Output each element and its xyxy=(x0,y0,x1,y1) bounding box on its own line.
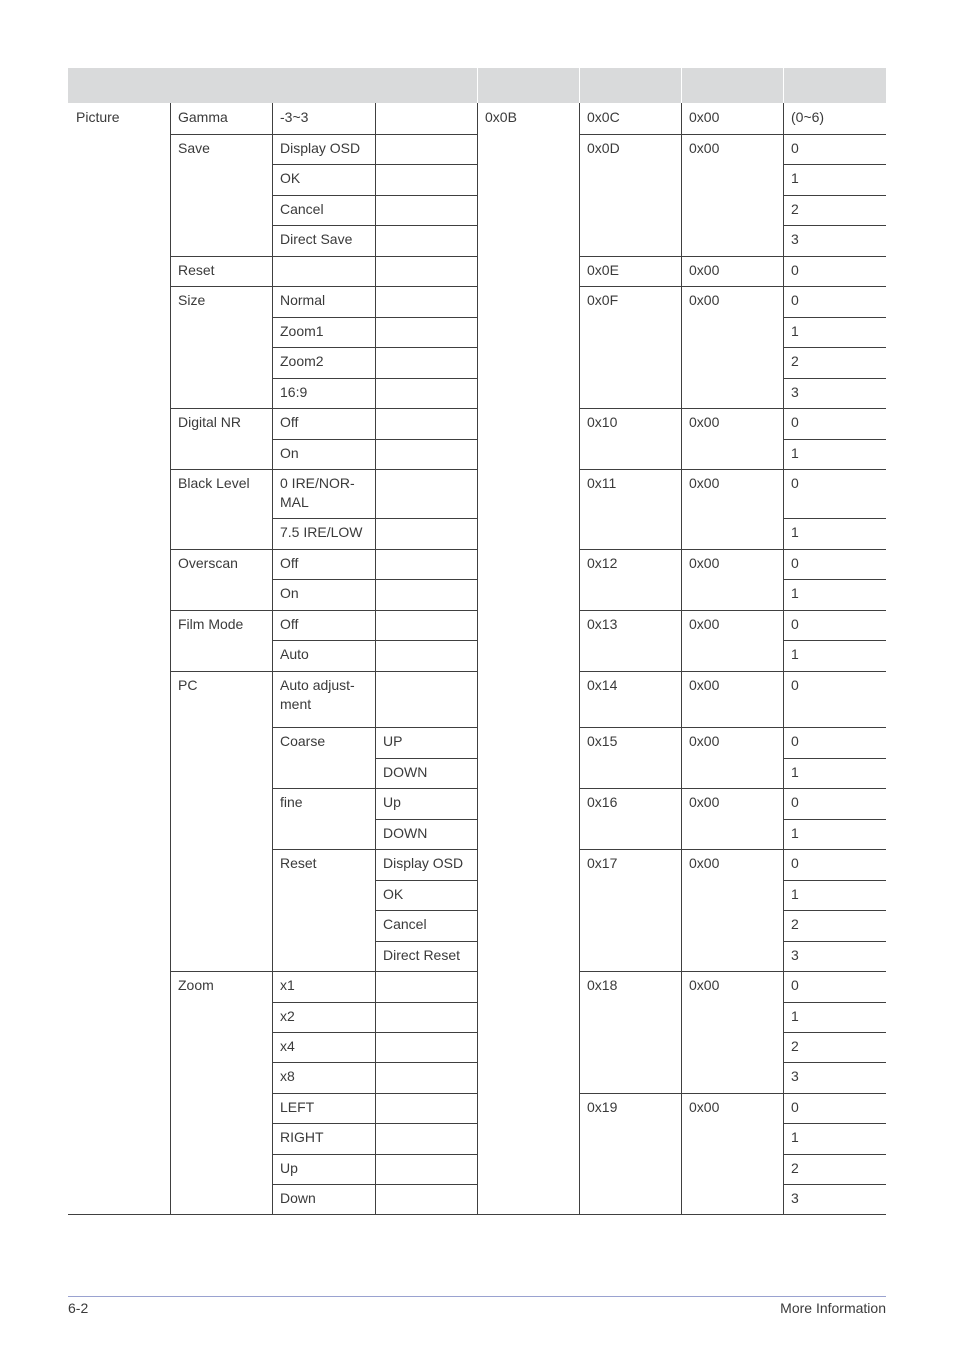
row-divider xyxy=(272,610,376,611)
row-divider xyxy=(783,134,886,135)
row-divider xyxy=(681,469,784,470)
row-divider xyxy=(375,347,478,348)
value-cell: 0 xyxy=(791,555,799,571)
option-cell: On xyxy=(280,445,299,461)
row-divider xyxy=(783,819,886,820)
row-divider xyxy=(783,317,886,318)
value-cell: 0 xyxy=(791,616,799,632)
option-cell: Off xyxy=(280,616,299,632)
item-cell: Black Level xyxy=(178,475,250,491)
option-cell: Auto adjust- ment xyxy=(280,677,355,712)
item-cell: Overscan xyxy=(178,555,238,571)
row-divider xyxy=(783,1002,886,1003)
row-divider xyxy=(170,408,273,409)
row-divider xyxy=(272,469,376,470)
row-divider xyxy=(272,671,376,672)
column-divider xyxy=(375,103,376,1214)
value-cell: 1 xyxy=(791,585,799,601)
row-divider xyxy=(272,378,376,379)
row-divider xyxy=(272,1032,376,1033)
length-cell: 0x00 xyxy=(689,414,720,430)
option-cell: Direct Save xyxy=(280,231,353,247)
length-cell: 0x00 xyxy=(689,292,720,308)
row-divider xyxy=(272,1154,376,1155)
length-cell: 0x00 xyxy=(689,855,720,871)
sub-command-cell: 0x16 xyxy=(587,794,618,810)
row-divider xyxy=(681,788,784,789)
sub-option-cell xyxy=(375,103,477,108)
value-cell: 3 xyxy=(791,231,799,247)
option-cell: RIGHT xyxy=(280,1129,324,1145)
column-divider xyxy=(681,103,682,1214)
row-divider xyxy=(272,727,376,728)
value-cell: 1 xyxy=(791,170,799,186)
row-divider xyxy=(579,134,682,135)
row-divider xyxy=(783,549,886,550)
value-cell: 1 xyxy=(791,1129,799,1145)
option-cell: Off xyxy=(280,555,299,571)
sub-option-cell: UP xyxy=(383,733,403,749)
row-divider xyxy=(375,134,478,135)
row-divider xyxy=(579,286,682,287)
table-header-cell xyxy=(68,68,477,103)
row-divider xyxy=(579,1093,682,1094)
item-cell: Digital NR xyxy=(178,414,242,430)
option-cell: Down xyxy=(280,1190,316,1206)
option-cell: Reset xyxy=(280,855,317,871)
column-divider xyxy=(579,103,580,1214)
sub-option-cell: Cancel xyxy=(383,916,427,932)
sub-option-cell: DOWN xyxy=(383,764,428,780)
option-cell: x1 xyxy=(280,977,295,993)
row-divider xyxy=(375,727,478,728)
row-divider xyxy=(272,1184,376,1185)
row-divider xyxy=(272,849,376,850)
sub-option-cell: Direct Reset xyxy=(383,947,461,963)
row-divider xyxy=(579,469,682,470)
row-divider xyxy=(681,286,784,287)
row-divider xyxy=(783,1154,886,1155)
row-divider xyxy=(375,1184,478,1185)
value-cell: 1 xyxy=(791,764,799,780)
sub-option-cell: Up xyxy=(383,794,401,810)
row-divider xyxy=(170,671,273,672)
value-cell: 3 xyxy=(791,947,799,963)
row-divider xyxy=(375,819,478,820)
row-divider xyxy=(375,225,478,226)
value-cell: 0 xyxy=(791,977,799,993)
page-number: 6-2 xyxy=(68,1300,89,1316)
row-divider xyxy=(375,549,478,550)
value-cell: 0 xyxy=(791,475,799,491)
row-divider xyxy=(272,317,376,318)
value-cell: 2 xyxy=(791,1038,799,1054)
table-header-cell xyxy=(478,68,579,103)
length-cell: 0x00 xyxy=(689,109,720,125)
length-cell: 0x00 xyxy=(689,733,720,749)
value-cell: 3 xyxy=(791,384,799,400)
row-divider xyxy=(375,880,478,881)
value-cell: 0 xyxy=(791,733,799,749)
table-header-cell xyxy=(682,68,783,103)
option-cell: 16:9 xyxy=(280,384,308,400)
row-divider xyxy=(375,1032,478,1033)
row-divider xyxy=(783,910,886,911)
command-cell: 0x0B xyxy=(485,109,517,125)
row-divider xyxy=(272,579,376,580)
row-divider xyxy=(579,971,682,972)
row-divider xyxy=(272,971,376,972)
row-divider xyxy=(375,518,478,519)
value-cell: 1 xyxy=(791,524,799,540)
row-divider xyxy=(272,1062,376,1063)
row-divider xyxy=(783,941,886,942)
option-cell: x8 xyxy=(280,1068,295,1084)
row-divider xyxy=(375,195,478,196)
row-divider xyxy=(375,439,478,440)
row-divider xyxy=(681,1093,784,1094)
sub-option-cell: OK xyxy=(383,886,404,902)
row-divider xyxy=(783,971,886,972)
row-divider xyxy=(375,256,478,257)
length-cell: 0x00 xyxy=(689,1099,720,1115)
item-cell: Save xyxy=(178,140,210,156)
row-divider xyxy=(579,408,682,409)
row-divider xyxy=(375,971,478,972)
row-divider xyxy=(375,758,478,759)
row-divider xyxy=(170,134,273,135)
row-divider xyxy=(783,1062,886,1063)
row-divider xyxy=(375,640,478,641)
option-cell: Cancel xyxy=(280,201,324,217)
row-divider xyxy=(783,408,886,409)
value-cell: 1 xyxy=(791,445,799,461)
row-divider xyxy=(375,378,478,379)
row-divider xyxy=(783,758,886,759)
value-cell: (0~6) xyxy=(791,109,825,125)
row-divider xyxy=(170,610,273,611)
row-divider xyxy=(783,1184,886,1185)
row-divider xyxy=(375,469,478,470)
sub-command-cell: 0x19 xyxy=(587,1099,618,1115)
item-cell: Size xyxy=(178,292,206,308)
sub-command-cell: 0x14 xyxy=(587,677,618,693)
row-divider xyxy=(681,408,784,409)
row-divider xyxy=(579,671,682,672)
row-divider xyxy=(375,671,478,672)
row-divider xyxy=(783,347,886,348)
row-divider xyxy=(272,286,376,287)
value-cell: 1 xyxy=(791,646,799,662)
row-divider xyxy=(783,610,886,611)
row-divider xyxy=(681,727,784,728)
row-divider xyxy=(375,788,478,789)
sub-command-cell: 0x0C xyxy=(587,109,620,125)
sub-command-cell: 0x17 xyxy=(587,855,618,871)
row-divider xyxy=(272,788,376,789)
row-divider xyxy=(783,225,886,226)
row-divider xyxy=(681,610,784,611)
row-divider xyxy=(579,610,682,611)
option-cell: LEFT xyxy=(280,1099,315,1115)
option-cell: Zoom1 xyxy=(280,323,324,339)
option-cell: Up xyxy=(280,1160,298,1176)
row-divider xyxy=(783,439,886,440)
row-divider xyxy=(681,671,784,672)
sub-option-cell: Display OSD xyxy=(383,855,464,871)
row-divider xyxy=(681,971,784,972)
row-divider xyxy=(579,256,682,257)
row-divider xyxy=(579,727,682,728)
value-cell: 3 xyxy=(791,1190,799,1206)
value-cell: 0 xyxy=(791,292,799,308)
column-divider xyxy=(170,103,171,1214)
option-cell: OK xyxy=(280,170,301,186)
row-divider xyxy=(375,910,478,911)
row-divider xyxy=(272,1002,376,1003)
option-cell: x4 xyxy=(280,1038,295,1054)
option-cell: x2 xyxy=(280,1008,295,1024)
row-divider xyxy=(272,640,376,641)
sub-command-cell: 0x0E xyxy=(587,262,619,278)
row-divider xyxy=(272,225,376,226)
value-cell: 0 xyxy=(791,140,799,156)
table-header-cell xyxy=(580,68,681,103)
length-cell: 0x00 xyxy=(689,555,720,571)
value-cell: 0 xyxy=(791,677,799,693)
length-cell: 0x00 xyxy=(689,677,720,693)
sub-command-cell: 0x15 xyxy=(587,733,618,749)
length-cell: 0x00 xyxy=(689,794,720,810)
row-divider xyxy=(375,1002,478,1003)
item-cell: Reset xyxy=(178,262,215,278)
row-divider xyxy=(375,286,478,287)
footer-divider xyxy=(68,1296,886,1297)
row-divider xyxy=(375,1062,478,1063)
row-divider xyxy=(681,256,784,257)
sub-command-cell: 0x0F xyxy=(587,292,619,308)
row-divider xyxy=(783,788,886,789)
value-cell: 2 xyxy=(791,1160,799,1176)
value-cell: 3 xyxy=(791,1068,799,1084)
option-cell: On xyxy=(280,585,299,601)
row-divider xyxy=(170,971,273,972)
row-divider xyxy=(272,518,376,519)
row-divider xyxy=(272,195,376,196)
row-divider xyxy=(579,849,682,850)
row-divider xyxy=(170,256,273,257)
row-divider xyxy=(783,1093,886,1094)
item-cell: Film Mode xyxy=(178,616,244,632)
row-divider xyxy=(579,549,682,550)
row-divider xyxy=(681,549,784,550)
row-divider xyxy=(579,788,682,789)
row-divider xyxy=(375,579,478,580)
footer-section-title: More Information xyxy=(780,1300,886,1316)
value-cell: 1 xyxy=(791,1008,799,1024)
row-divider xyxy=(783,469,886,470)
option-cell: fine xyxy=(280,794,303,810)
option-cell: -3~3 xyxy=(280,109,309,125)
value-cell: 0 xyxy=(791,262,799,278)
row-divider xyxy=(783,378,886,379)
row-divider xyxy=(170,286,273,287)
row-divider xyxy=(170,549,273,550)
row-divider xyxy=(783,880,886,881)
column-divider xyxy=(272,103,273,1214)
sub-command-cell: 0x11 xyxy=(587,475,617,491)
option-cell: 0 IRE/NOR- MAL xyxy=(280,475,355,510)
sub-command-cell: 0x10 xyxy=(587,414,618,430)
value-cell: 0 xyxy=(791,855,799,871)
table-header-cell xyxy=(784,68,886,103)
length-cell: 0x00 xyxy=(689,262,720,278)
value-cell: 1 xyxy=(791,825,799,841)
column-divider xyxy=(783,103,784,1214)
option-cell: 7.5 IRE/LOW xyxy=(280,524,363,540)
option-cell: Normal xyxy=(280,292,326,308)
row-divider xyxy=(783,256,886,257)
value-cell: 0 xyxy=(791,1099,799,1115)
row-divider xyxy=(375,1123,478,1124)
row-divider xyxy=(170,469,273,470)
value-cell: 0 xyxy=(791,794,799,810)
row-divider xyxy=(681,849,784,850)
value-cell: 0 xyxy=(791,414,799,430)
row-divider xyxy=(783,671,886,672)
row-divider xyxy=(375,849,478,850)
table-bottom-border xyxy=(68,1214,886,1215)
option-cell: Auto xyxy=(280,646,309,662)
option-cell: Off xyxy=(280,414,299,430)
row-divider xyxy=(783,195,886,196)
row-divider xyxy=(272,1123,376,1124)
row-divider xyxy=(375,610,478,611)
length-cell: 0x00 xyxy=(689,475,720,491)
column-divider xyxy=(477,103,478,1214)
row-divider xyxy=(375,317,478,318)
row-divider xyxy=(272,1093,376,1094)
value-cell: 2 xyxy=(791,916,799,932)
row-divider xyxy=(375,164,478,165)
row-divider xyxy=(783,1123,886,1124)
value-cell: 1 xyxy=(791,886,799,902)
row-divider xyxy=(272,256,376,257)
option-cell: Display OSD xyxy=(280,140,361,156)
row-divider xyxy=(681,134,784,135)
sub-option-cell: DOWN xyxy=(383,825,428,841)
row-divider xyxy=(272,134,376,135)
option-cell: Coarse xyxy=(280,733,326,749)
sub-command-cell: 0x13 xyxy=(587,616,618,632)
row-divider xyxy=(783,286,886,287)
row-divider xyxy=(783,518,886,519)
value-cell: 2 xyxy=(791,353,799,369)
row-divider xyxy=(783,164,886,165)
item-cell: PC xyxy=(178,677,198,693)
length-cell: 0x00 xyxy=(689,140,720,156)
row-divider xyxy=(272,347,376,348)
sub-command-cell: 0x18 xyxy=(587,977,618,993)
row-divider xyxy=(783,640,886,641)
row-divider xyxy=(272,439,376,440)
length-cell: 0x00 xyxy=(689,616,720,632)
value-cell: 2 xyxy=(791,201,799,217)
item-cell: Gamma xyxy=(178,109,228,125)
row-divider xyxy=(783,579,886,580)
row-divider xyxy=(375,408,478,409)
category-cell: Picture xyxy=(76,109,120,125)
option-cell: Zoom2 xyxy=(280,353,324,369)
row-divider xyxy=(375,1154,478,1155)
row-divider xyxy=(783,1032,886,1033)
sub-command-cell: 0x0D xyxy=(587,140,620,156)
row-divider xyxy=(272,164,376,165)
row-divider xyxy=(783,727,886,728)
value-cell: 1 xyxy=(791,323,799,339)
row-divider xyxy=(272,408,376,409)
length-cell: 0x00 xyxy=(689,977,720,993)
row-divider xyxy=(783,849,886,850)
item-cell: Zoom xyxy=(178,977,214,993)
row-divider xyxy=(375,941,478,942)
row-divider xyxy=(375,1093,478,1094)
row-divider xyxy=(272,549,376,550)
sub-command-cell: 0x12 xyxy=(587,555,618,571)
